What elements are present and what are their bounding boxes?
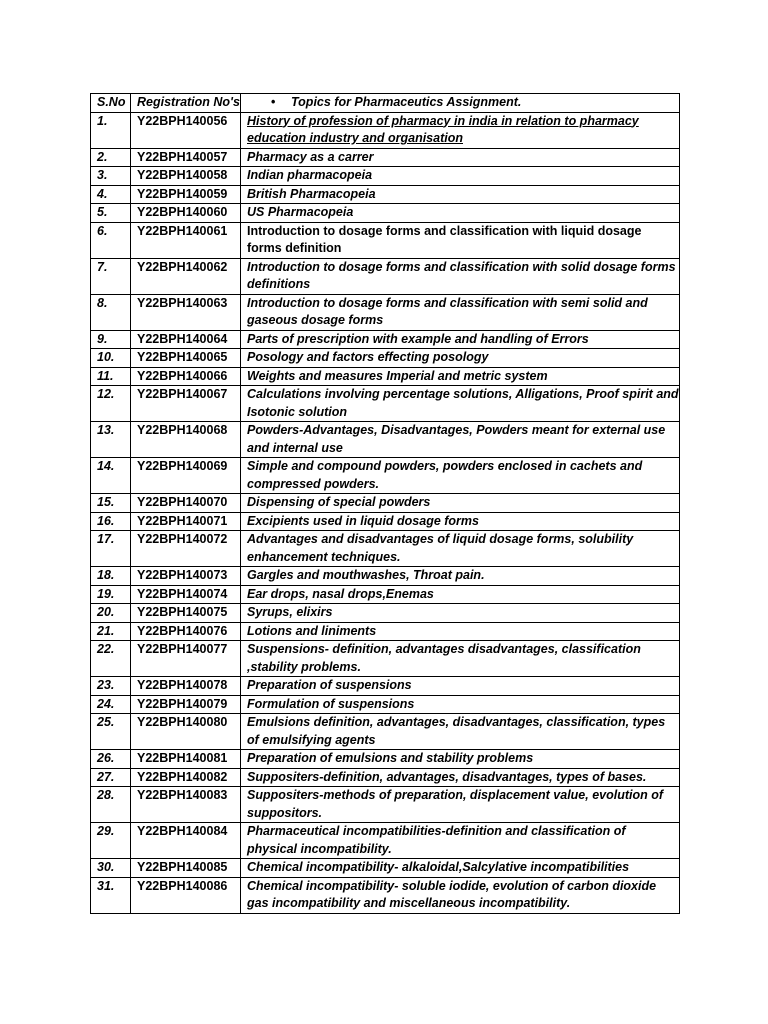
table-row [91,585,680,604]
header-topics-text: Topics for Pharmaceutics Assignment. [291,95,522,109]
row-registration: Y22BPH140082 [131,768,241,787]
row-sno: 12. [91,386,131,422]
header-row [91,94,680,113]
row-sno: 2. [91,148,131,167]
table-row [91,148,680,167]
row-sno: 11. [91,367,131,386]
row-sno: 13. [91,422,131,458]
row-sno: 26. [91,750,131,769]
row-topic: Pharmaceutical incompatibilities-definition and classification of physical incompatibility. [241,823,680,859]
row-sno: 1. [91,112,131,148]
row-registration: Y22BPH140079 [131,695,241,714]
row-registration: Y22BPH140068 [131,422,241,458]
row-topic: Ear drops, nasal drops,Enemas [241,585,680,604]
header-topics [241,94,680,113]
header-sno: S.No [91,94,131,113]
row-topic [241,112,680,148]
row-sno: 31. [91,877,131,913]
row-sno: 9. [91,330,131,349]
table-row [91,787,680,823]
row-sno: 6. [91,222,131,258]
row-sno: 15. [91,494,131,513]
row-sno: 4. [91,185,131,204]
row-topic: Dispensing of special powders [241,494,680,513]
row-topic: Suppositers-definition, advantages, disadvantages, types of bases. [241,768,680,787]
table-row [91,367,680,386]
row-topic: British Pharmacopeia [241,185,680,204]
row-registration: Y22BPH140058 [131,167,241,186]
row-registration: Y22BPH140074 [131,585,241,604]
row-registration: Y22BPH140066 [131,367,241,386]
table-row [91,750,680,769]
row-registration: Y22BPH140083 [131,787,241,823]
row-topic: Introduction to dosage forms and classification with semi solid and gaseous dosage forms [241,294,680,330]
row-topic: Powders-Advantages, Disadvantages, Powders meant for external use and internal use [241,422,680,458]
row-registration: Y22BPH140073 [131,567,241,586]
table-row [91,512,680,531]
row-topic: Simple and compound powders, powders enclosed in cachets and compressed powders. [241,458,680,494]
row-registration: Y22BPH140070 [131,494,241,513]
row-topic: Indian pharmacopeia [241,167,680,186]
table-row [91,204,680,223]
row-sno: 20. [91,604,131,623]
row-topic: Gargles and mouthwashes, Throat pain. [241,567,680,586]
row-sno: 17. [91,531,131,567]
row-topic: Lotions and liniments [241,622,680,641]
row-sno: 24. [91,695,131,714]
header-registration: Registration No's [131,94,241,113]
row-registration: Y22BPH140060 [131,204,241,223]
row-sno: 7. [91,258,131,294]
table-row [91,714,680,750]
row-registration: Y22BPH140084 [131,823,241,859]
row-sno: 5. [91,204,131,223]
row-sno: 10. [91,349,131,368]
row-topic: Chemical incompatibility- soluble iodide, evolution of carbon dioxide gas incompatibility and miscellaneous incompatibility. [241,877,680,913]
row-registration: Y22BPH140069 [131,458,241,494]
row-registration: Y22BPH140056 [131,112,241,148]
table-row [91,330,680,349]
row-topic: Formulation of suspensions [241,695,680,714]
row-sno: 8. [91,294,131,330]
table-row [91,641,680,677]
table-row [91,185,680,204]
row-topic: US Pharmacopeia [241,204,680,223]
row-topic: Syrups, elixirs [241,604,680,623]
assignment-table [90,93,680,914]
row-registration: Y22BPH140085 [131,859,241,878]
row-registration: Y22BPH140078 [131,677,241,696]
table-row [91,294,680,330]
table-row [91,567,680,586]
row-sno: 16. [91,512,131,531]
row-topic: Chemical incompatibility- alkaloidal,Salcylative incompatibilities [241,859,680,878]
table-row [91,167,680,186]
row-registration: Y22BPH140075 [131,604,241,623]
row-sno: 29. [91,823,131,859]
table-row [91,531,680,567]
table-row [91,859,680,878]
row-registration: Y22BPH140063 [131,294,241,330]
table-row [91,604,680,623]
row-topic: Emulsions definition, advantages, disadvantages, classification, types of emulsifying agents [241,714,680,750]
row-topic: Introduction to dosage forms and classification with liquid dosage forms definition [241,222,680,258]
table-body [91,112,680,913]
table-row [91,877,680,913]
row-registration: Y22BPH140059 [131,185,241,204]
table-row [91,695,680,714]
table-row [91,112,680,148]
row-sno: 18. [91,567,131,586]
row-registration: Y22BPH140062 [131,258,241,294]
row-topic: Suppositers-methods of preparation, displacement value, evolution of suppositors. [241,787,680,823]
table-row [91,349,680,368]
row-sno: 3. [91,167,131,186]
table-row [91,622,680,641]
row-topic: Preparation of emulsions and stability problems [241,750,680,769]
assignment-sheet [90,93,679,914]
row-topic-text: History of profession of pharmacy in india in relation to pharmacy education industry and organisation [247,113,639,145]
row-sno: 30. [91,859,131,878]
row-registration: Y22BPH140081 [131,750,241,769]
row-sno: 21. [91,622,131,641]
row-registration: Y22BPH140071 [131,512,241,531]
row-topic: Calculations involving percentage solutions, Alligations, Proof spirit and Isotonic solution [241,386,680,422]
row-registration: Y22BPH140086 [131,877,241,913]
table-row [91,422,680,458]
row-registration: Y22BPH140067 [131,386,241,422]
row-sno: 23. [91,677,131,696]
row-sno: 25. [91,714,131,750]
row-topic: Advantages and disadvantages of liquid dosage forms, solubility enhancement techniques. [241,531,680,567]
table-row [91,222,680,258]
row-topic: Suspensions- definition, advantages disadvantages, classification ,stability problems. [241,641,680,677]
row-topic: Preparation of suspensions [241,677,680,696]
row-registration: Y22BPH140077 [131,641,241,677]
table-row [91,677,680,696]
row-registration: Y22BPH140057 [131,148,241,167]
row-registration: Y22BPH140080 [131,714,241,750]
bullet-icon: • [271,95,276,109]
row-sno: 19. [91,585,131,604]
table-row [91,386,680,422]
table-row [91,823,680,859]
table-row [91,768,680,787]
row-sno: 28. [91,787,131,823]
row-registration: Y22BPH140065 [131,349,241,368]
row-topic: Parts of prescription with example and handling of Errors [241,330,680,349]
row-topic: Excipients used in liquid dosage forms [241,512,680,531]
table-row [91,494,680,513]
row-topic: Posology and factors effecting posology [241,349,680,368]
row-registration: Y22BPH140061 [131,222,241,258]
row-registration: Y22BPH140072 [131,531,241,567]
row-sno: 27. [91,768,131,787]
row-sno: 22. [91,641,131,677]
row-sno: 14. [91,458,131,494]
table-row [91,258,680,294]
row-topic: Pharmacy as a carrer [241,148,680,167]
table-row [91,458,680,494]
row-registration: Y22BPH140076 [131,622,241,641]
row-registration: Y22BPH140064 [131,330,241,349]
row-topic: Introduction to dosage forms and classification with solid dosage forms definitions [241,258,680,294]
row-topic: Weights and measures Imperial and metric system [241,367,680,386]
